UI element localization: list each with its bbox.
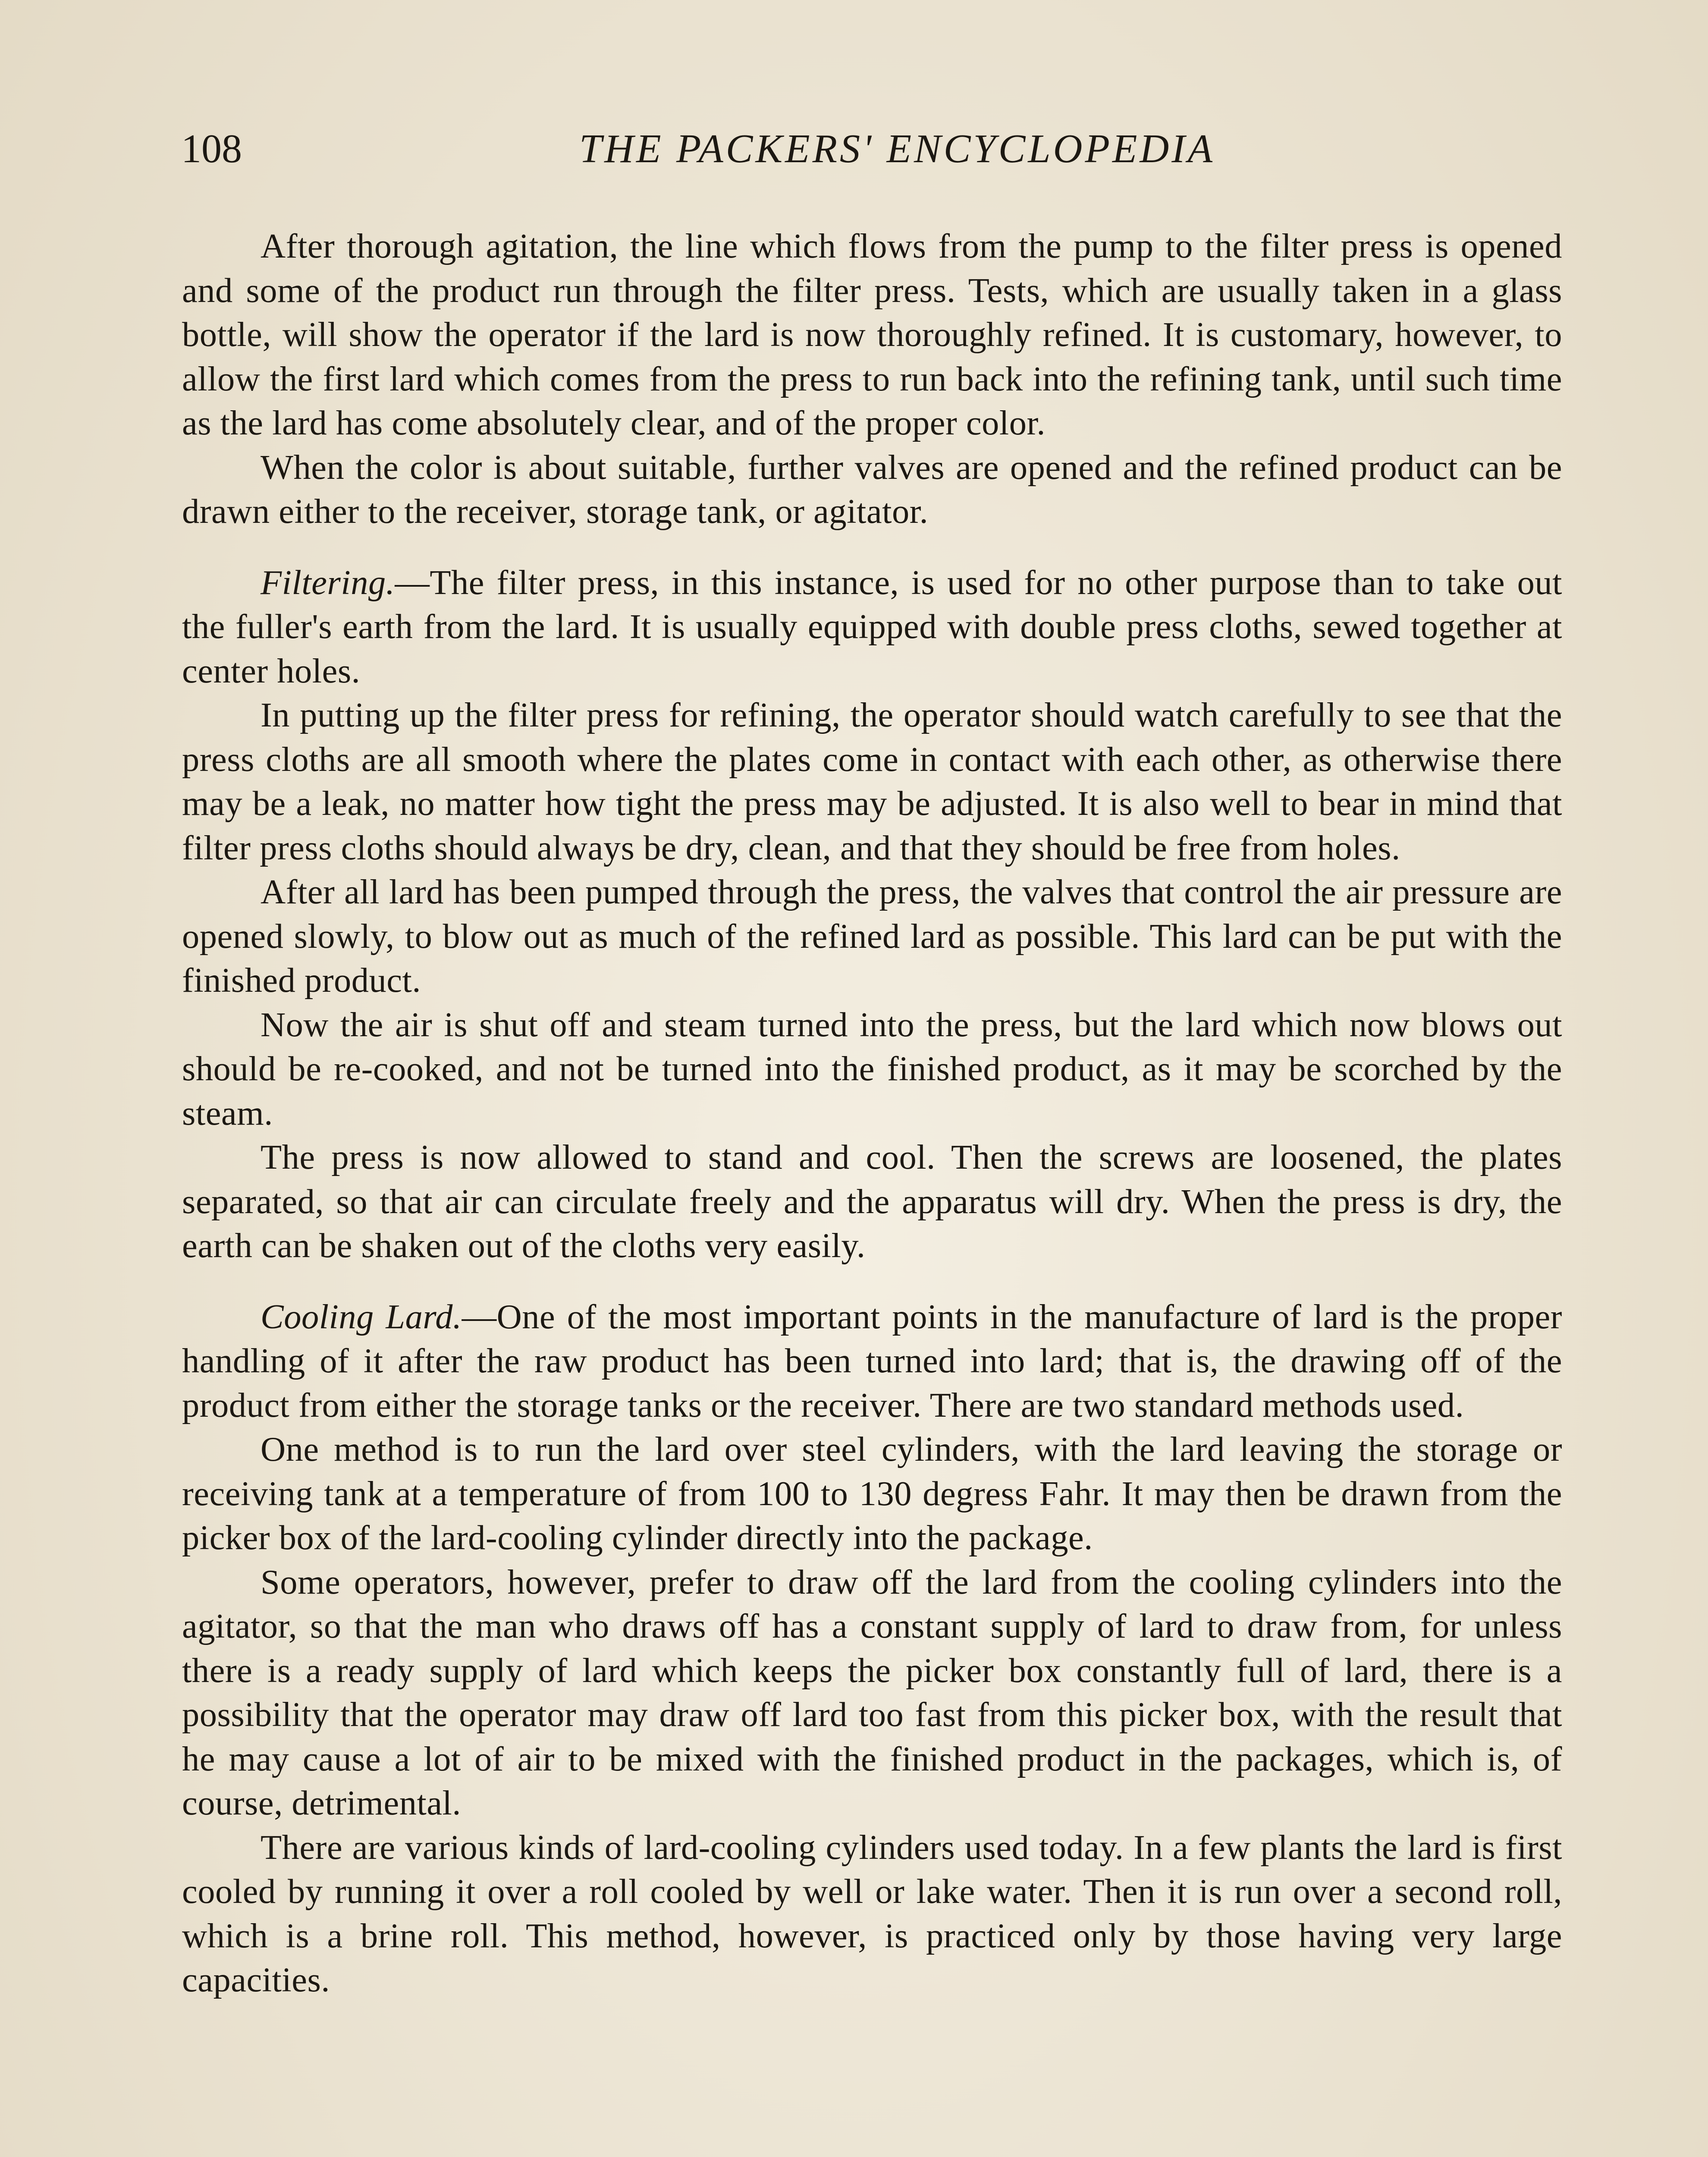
paragraph (182, 870, 1562, 1003)
page-header (181, 123, 1561, 175)
paragraph (182, 446, 1562, 534)
paragraph-filtering (182, 561, 1562, 694)
paragraph-text: In putting up the filter press for refining, the operator should watch carefully to see that the press cloths are all smooth where the plates come in contact with each other, as otherwise there may be a leak, no matter how tight the press may be adjusted. It is also well to bear in mind that filter press cloths should always be dry, clean, and that they should be free from holes. (182, 696, 1562, 867)
paragraph-text: There are various kinds of lard-cooling cylinders used today. In a few plants the lard is first cooled by running it over a roll cooled by well or lake water. Then it is run over a second roll, which is a brine roll. This method, however, is practiced only by those having very large capacities. (182, 1828, 1562, 1999)
paragraph-text: After thorough agitation, the line which flows from the pump to the filter press is opened and some of the product run through the filter press. Tests, which are usually taken in a glass bottle, will show the operator if the lard is now thoroughly refined. It is customary, however, to allow the first lard which comes from the press to run back into the refining tank, until such time as the lard has come absolutely clear, and of the proper color. (182, 227, 1562, 442)
paragraph-cooling-lard (182, 1295, 1562, 1428)
section-heading-cooling-lard: Cooling Lard. (261, 1297, 462, 1336)
paragraph-text: When the color is about suitable, further valves are opened and the refined product can be drawn either to the receiver, storage tank, or agitator. (182, 448, 1562, 531)
paragraph-text: Now the air is shut off and steam turned into the press, but the lard which now blows out should be re-cooked, and not be turned into the finished product, as it may be scorched by the steam. (182, 1005, 1562, 1132)
page-number: 108 (181, 126, 242, 171)
paragraph (182, 1428, 1562, 1560)
paragraph-text: —One of the most important points in the manufacture of lard is the proper handling of it after the raw product has been turned into lard; that is, the drawing off of the product from either the storage tanks or the receiver. There are two standard methods used. (182, 1297, 1562, 1424)
paragraph-text: After all lard has been pumped through the press, the valves that control the air pressure are opened slowly, to blow out as much of the refined lard as possible. This lard can be put with the finished product. (182, 873, 1562, 1000)
paragraph-text: The press is now allowed to stand and cool. Then the screws are loosened, the plates separated, so that air can circulate freely and the apparatus will dry. When the press is dry, the earth can be shaken out of the cloths very easily. (182, 1138, 1562, 1265)
running-title: THE PACKERS' ENCYCLOPEDIA (579, 126, 1215, 171)
section-heading-filtering: Filtering. (261, 563, 395, 602)
paragraph (182, 1826, 1562, 2003)
paragraph (182, 224, 1562, 446)
paragraph (182, 1003, 1562, 1136)
paragraph-text: Some operators, however, prefer to draw off the lard from the cooling cylinders into the agitator, so that the man who draws off has a constant supply of lard to draw from, for unless there is a ready supply of lard which keeps the picker box constantly full of lard, there is a possibility that the operator may draw off lard too fast from this picker box, with the result that he may cause a lot of air to be mixed with the finished product in the packages, which is, of course, detrimental. (182, 1563, 1562, 1822)
paragraph-text: One method is to run the lard over steel cylinders, with the lard leaving the storage or receiving tank at a temperature of from 100 to 130 degress Fahr. It may then be drawn from the picker box of the lard-cooling cylinder directly into the package. (182, 1430, 1562, 1557)
paragraph-text: —The filter press, in this instance, is used for no other purpose than to take out the fuller's earth from the lard. It is usually equipped with double press cloths, sewed together at center holes. (182, 563, 1562, 690)
body-text (182, 224, 1562, 2003)
paragraph (182, 693, 1562, 870)
paragraph (182, 1135, 1562, 1268)
paragraph (182, 1560, 1562, 1826)
